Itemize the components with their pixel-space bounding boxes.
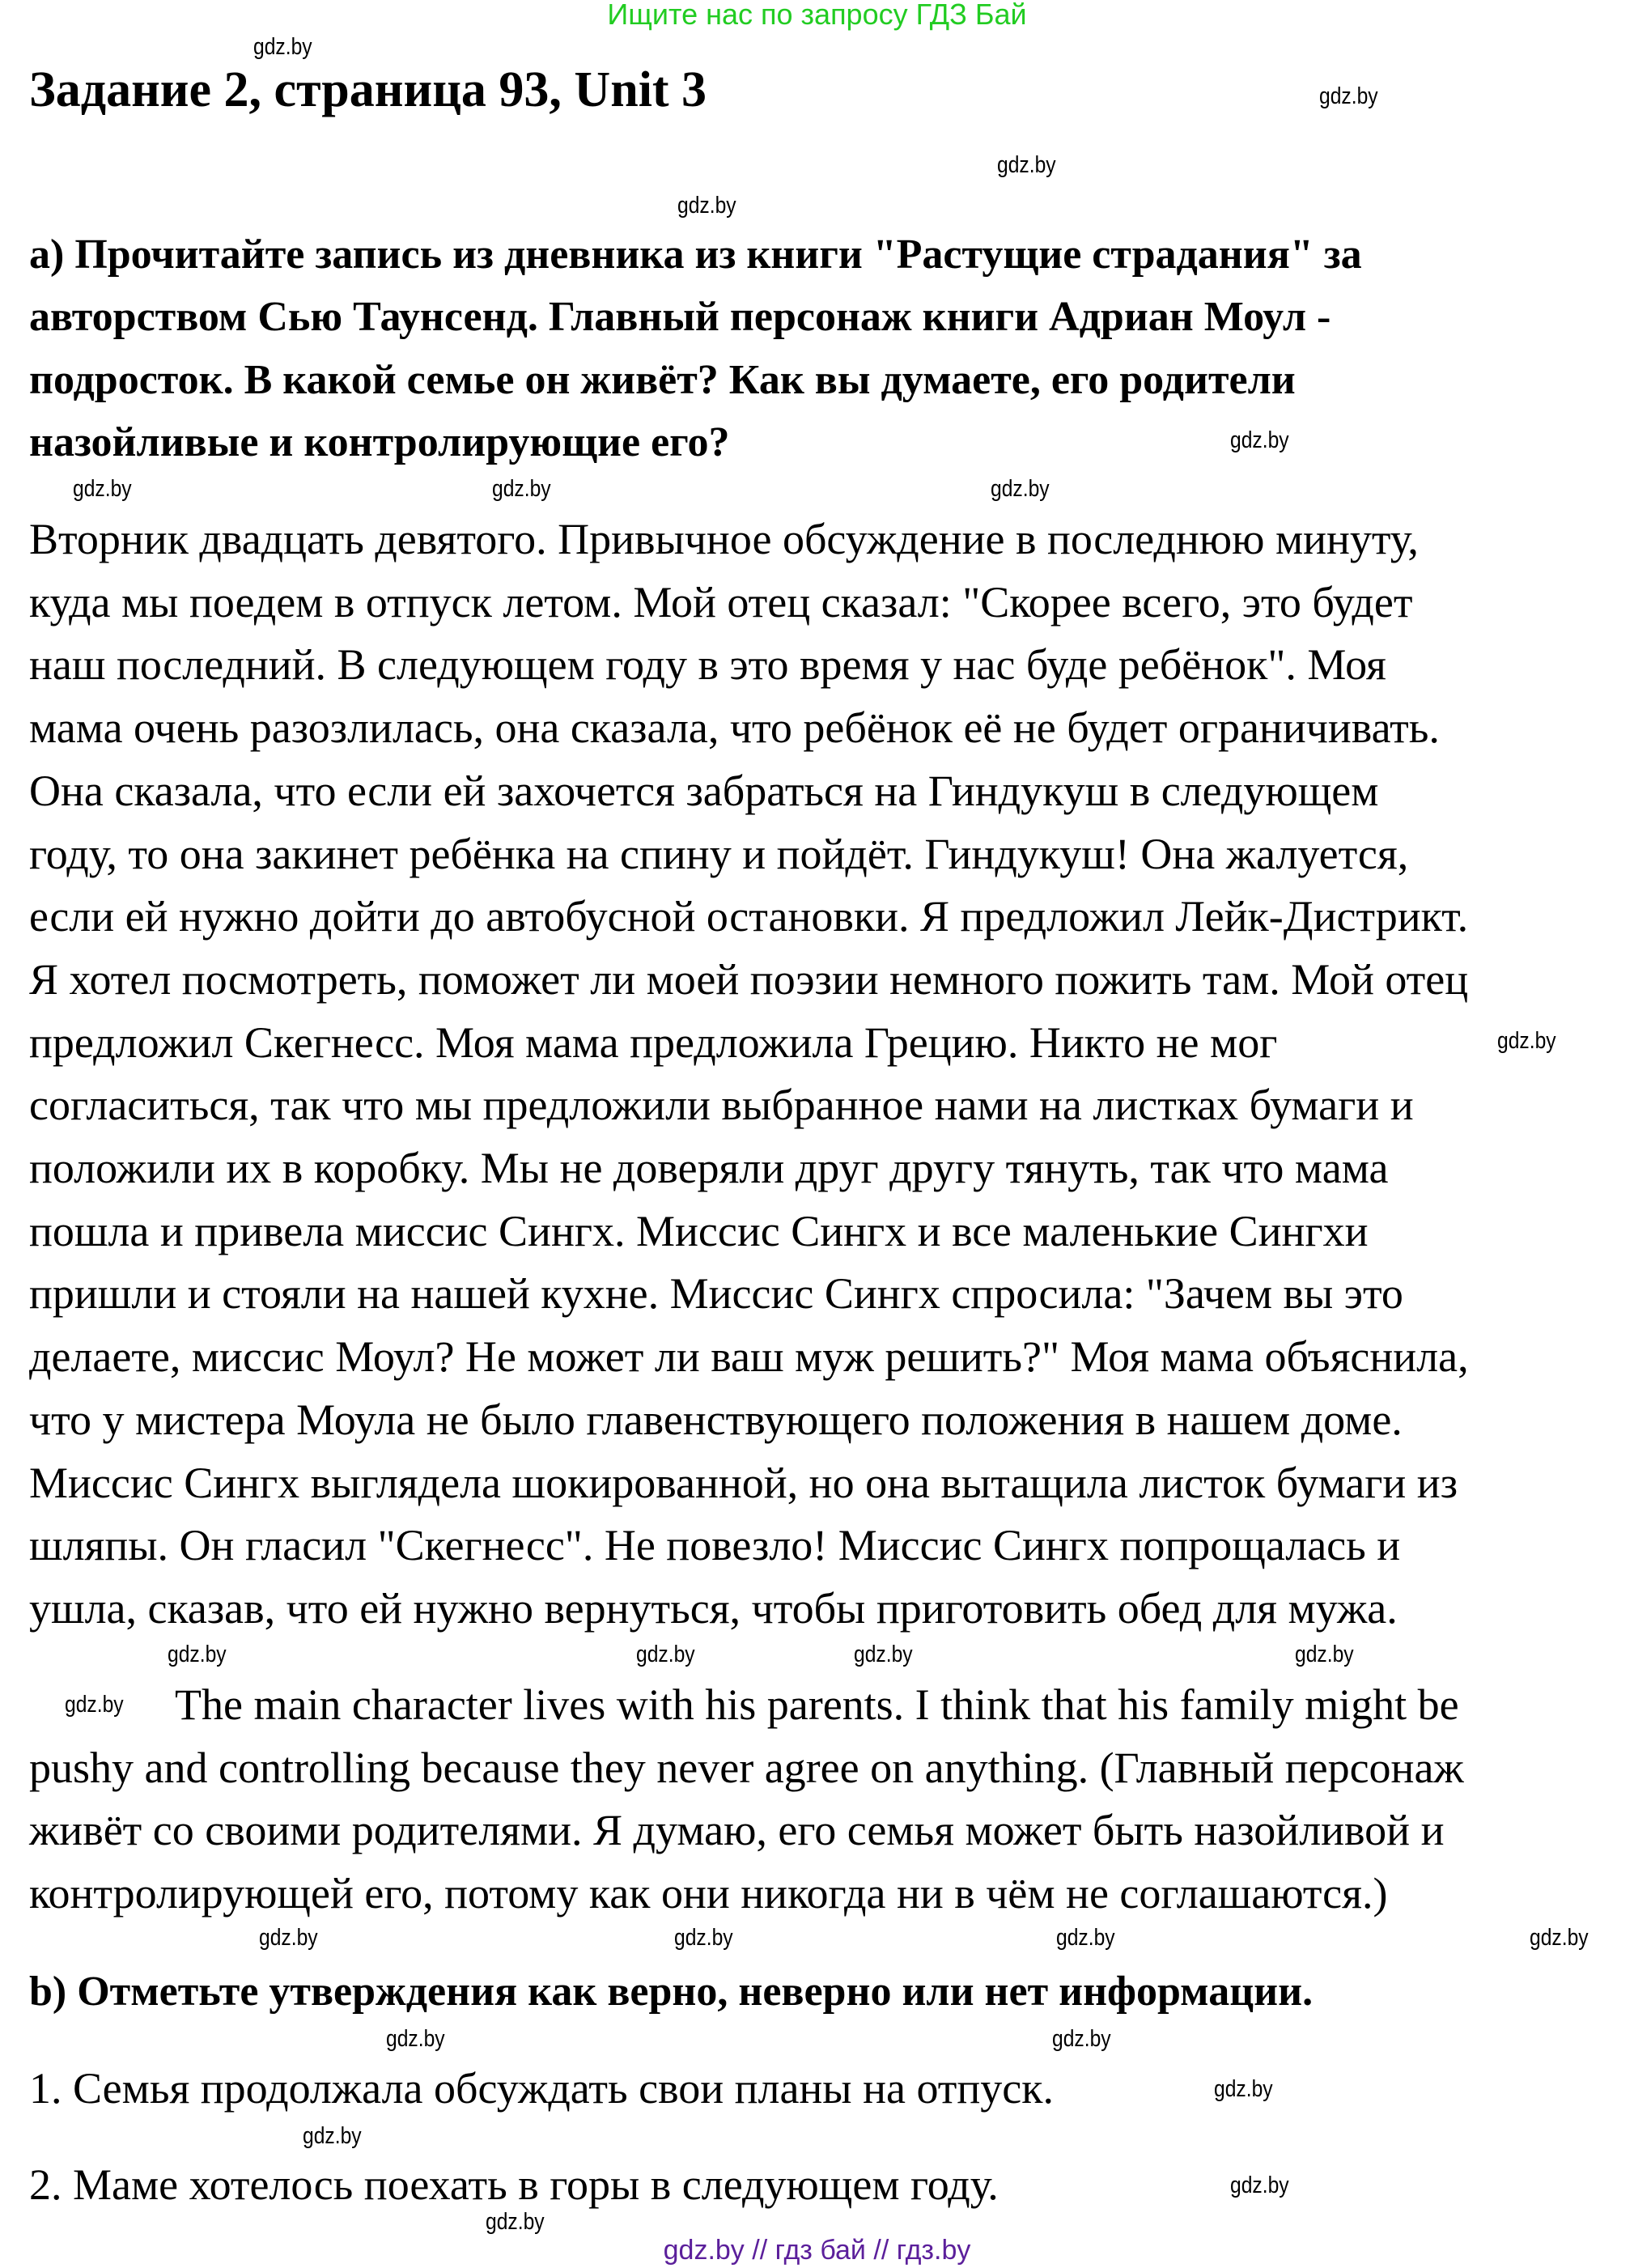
watermark: gdz.by (677, 193, 736, 219)
diary-text-line: что у мистера Моула не было главенствующего положения в нашем доме. (29, 1395, 1403, 1444)
diary-text-line: мама очень разозлилась, она сказала, что ребёнок её не будет ограничивать. (29, 703, 1440, 753)
diary-text-line: предложил Скегнесс. Моя мама предложила Грецию. Никто не мог (29, 1017, 1278, 1067)
watermark: gdz.by (1295, 1642, 1354, 1667)
watermark: gdz.by (854, 1642, 913, 1667)
watermark: gdz.by (303, 2123, 362, 2149)
watermark: gdz.by (1052, 2026, 1111, 2052)
watermark: gdz.by (486, 2209, 545, 2235)
diary-text-line: если ей нужно дойти до автобусной остановки. Я предложил Лейк-Дистрикт. (29, 892, 1469, 941)
statement-2: 2. Маме хотелось поехать в горы в следующем году. (29, 2160, 999, 2209)
diary-text-line: Вторник двадцать девятого. Привычное обсуждение в последнюю минуту, (29, 515, 1419, 563)
watermark: gdz.by (1056, 1925, 1115, 1951)
watermark: gdz.by (674, 1925, 733, 1951)
diary-text-line: куда мы поедем в отпуск летом. Мой отец сказал: "Скорее всего, это будет (29, 577, 1413, 626)
question-a-line: a) Прочитайте запись из дневника из книги "Растущие страдания" за (29, 231, 1362, 278)
diary-text-line: наш последний. В следующем году в это время у нас буде ребёнок". Моя (29, 640, 1386, 690)
watermark: gdz.by (1319, 83, 1378, 109)
question-b: b) Отметьте утверждения как верно, неверно или нет информации. (29, 1969, 1314, 2015)
watermark: gdz.by (997, 152, 1056, 178)
question-a-line: подросток. В какой семье он живёт? Как вы думаете, его родители (29, 356, 1296, 403)
watermark: gdz.by (1230, 427, 1289, 453)
page-title: Задание 2, страница 93, Unit 3 (29, 62, 707, 117)
diary-text-line: пришли и стояли на нашей кухне. Миссис Сингх спросила: "Зачем вы это (29, 1269, 1403, 1319)
watermark: gdz.by (65, 1692, 124, 1718)
footer-links[interactable]: gdz.by // гдз бай // гдз.by (663, 2235, 971, 2266)
diary-text-line: положили их в коробку. Мы не доверяли друг другу тянуть, так что мама (29, 1144, 1389, 1192)
watermark: gdz.by (1497, 1028, 1556, 1054)
diary-text-line: согласиться, так что мы предложили выбранное нами на листках бумаги и (29, 1081, 1414, 1130)
watermark: gdz.by (259, 1925, 318, 1951)
answer-a-line: The main character lives with his parents. I think that his family might be (175, 1680, 1459, 1729)
diary-text-line: ушла, сказав, что ей нужно вернуться, чтобы приготовить обед для мужа. (29, 1583, 1398, 1633)
diary-text-line: делаете, миссис Моул? Не может ли ваш муж решить?" Моя мама объяснила, (29, 1332, 1469, 1382)
watermark: gdz.by (1530, 1925, 1589, 1951)
answer-a-line: контролирующей его, потому как они никогда ни в чём не соглашаются.) (29, 1869, 1388, 1918)
watermark: gdz.by (991, 476, 1050, 502)
search-banner[interactable]: Ищите нас по запросу ГДЗ Бай (607, 0, 1027, 31)
watermark: gdz.by (492, 476, 551, 502)
statement-1: 1. Семья продолжала обсуждать свои планы на отпуск. (29, 2064, 1054, 2113)
watermark: gdz.by (1214, 2076, 1273, 2102)
watermark: gdz.by (636, 1642, 695, 1667)
answer-a-line: pushy and controlling because they never agree on anything. (Главный персонаж (29, 1743, 1464, 1792)
question-a-line: авторством Сью Таунсенд. Главный персонаж книги Адриан Моул - (29, 294, 1331, 341)
answer-a-line: живёт со своими родителями. Я думаю, его семья может быть назойливой и (29, 1806, 1445, 1855)
diary-text-line: шляпы. Он гласил "Скегнесс". Не повезло! Миссис Сингх попрощалась и (29, 1521, 1401, 1570)
diary-text-line: Миссис Сингх выглядела шокированной, но она вытащила листок бумаги из (29, 1458, 1458, 1507)
watermark: gdz.by (1230, 2172, 1289, 2198)
diary-text-line: году, то она закинет ребёнка на спину и пойдёт. Гиндукуш! Она жалуется, (29, 829, 1409, 878)
diary-text-line: пошла и привела миссис Сингх. Миссис Сингх и все маленькие Сингхи (29, 1206, 1369, 1255)
watermark: gdz.by (253, 34, 312, 60)
diary-text-line: Она сказала, что если ей захочется забраться на Гиндукуш в следующем (29, 766, 1379, 815)
diary-text-line: Я хотел посмотреть, поможет ли моей поэзии немного пожить там. Мой отец (29, 954, 1469, 1004)
question-a-line: назойливые и контролирующие его? (29, 419, 730, 466)
watermark: gdz.by (168, 1642, 227, 1667)
watermark: gdz.by (73, 476, 132, 502)
watermark: gdz.by (386, 2026, 445, 2052)
